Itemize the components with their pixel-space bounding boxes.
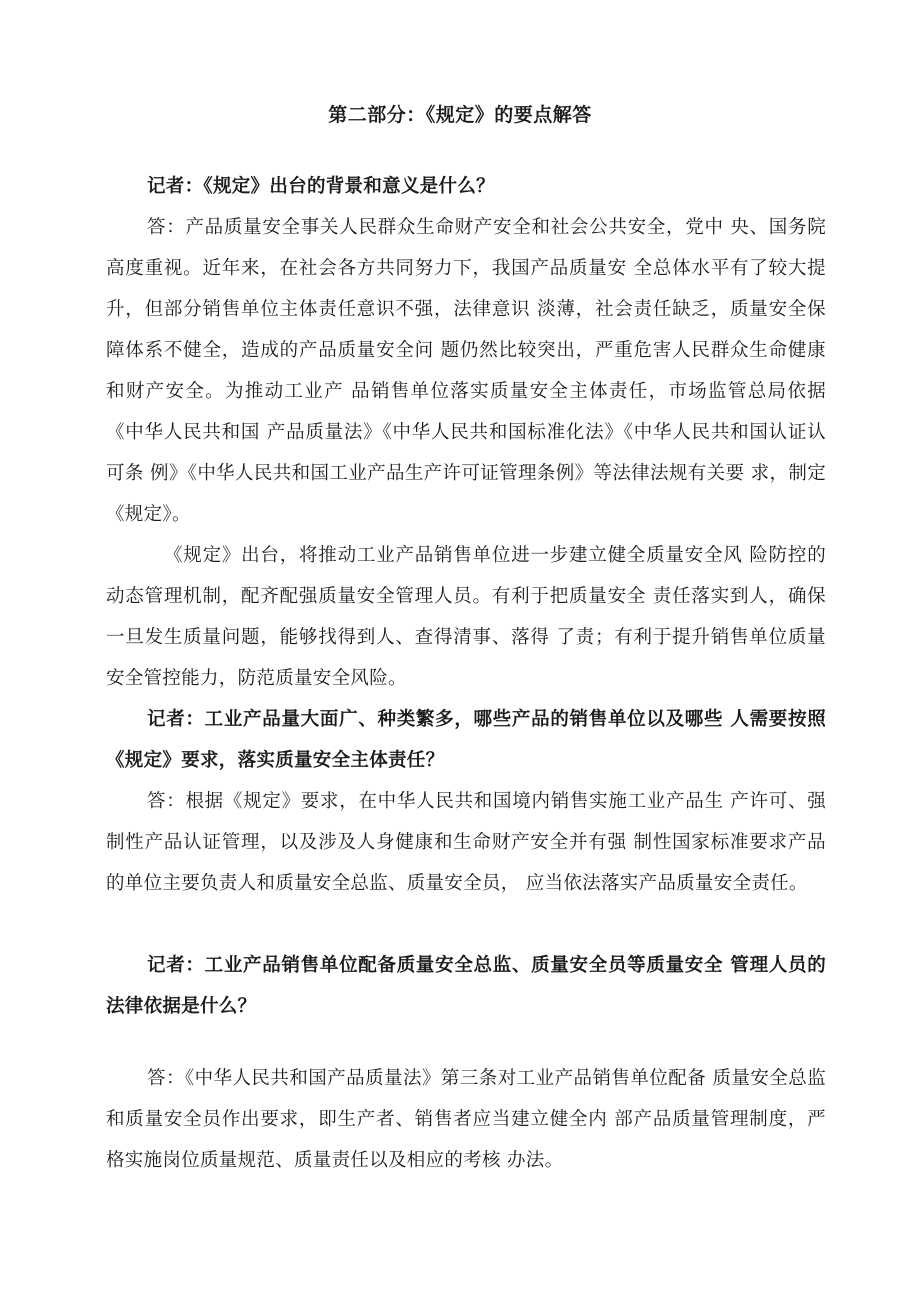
answer-1-paragraph-2: 《规定》出台，将推动工业产品销售单位进一步建立健全质量安全风 险防控的动态管理机制，配齐配强质量安全管理人员。有利于把质量安全 责任落实到人，确保一旦发生质量问题，能够找得到人、查得清事、落得 了责；有利于提升销售单位质量安全管控能力，防范质量安全风险。 — [106, 545, 826, 689]
question-1: 记者：《规定》出台的背景和意义是什么？ — [147, 176, 495, 197]
answer-2-paragraph-1: 答：根据《规定》要求，在中华人民共和国境内销售实施工业产品生 产许可、强制性产品认证管理，以及涉及人身健康和生命财产安全并有强 制性国家标准要求产品的单位主要负责人和质量安全总监、质量安全员， 应当依法落实产品质量安全责任。 — [106, 791, 826, 894]
question-2: 记者：工业产品量大面广、种类繁多，哪些产品的销售单位以及哪些 人需要按照《规定》要求，落实质量安全主体责任？ — [106, 709, 826, 771]
answer-1-paragraph-1: 答：产品质量安全事关人民群众生命财产安全和社会公共安全，党中 央、国务院高度重视。近年来，在社会各方共同努力下，我国产品质量安 全总体水平有了较大提升，但部分销售单位主体责任意识不强，法律意识 淡薄，社会责任缺乏，质量安全保障体系不健全，造成的产品质量安全问 题仍然比较突出，严重危害人民群众生命健康和财产安全。为推动工业产 品销售单位落实质量安全主体责任，市场监管总局依据《中华人民共和国 产品质量法》《中华人民共和国标准化法》《中华人民共和国认证认可条 例》《中华人民共和国工业产品生产许可证管理条例》等法律法规有关要 求，制定《规定》。 — [106, 217, 826, 525]
answer-3-paragraph-1: 答：《中华人民共和国产品质量法》第三条对工业产品销售单位配备 质量安全总监和质量安全员作出要求，即生产者、销售者应当建立健全内 部产品质量管理制度，严格实施岗位质量规范、质量责任以及相应的考核 办法。 — [106, 1068, 826, 1171]
page-title: 第二部分：《规定》的要点解答 — [328, 104, 592, 126]
question-3: 记者：工业产品销售单位配备质量安全总监、质量安全员等质量安全 管理人员的法律依据是什么？ — [106, 955, 826, 1017]
